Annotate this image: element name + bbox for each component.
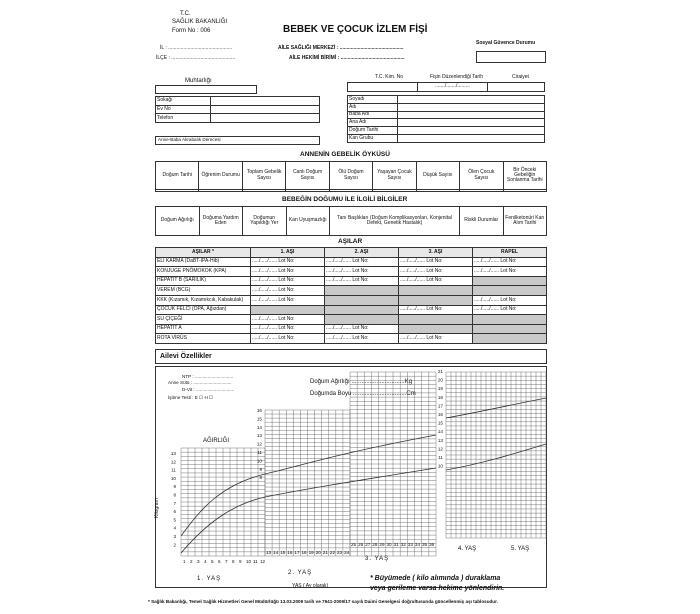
x-tick-label: 21 — [322, 550, 328, 555]
y-tick-label: 9 — [173, 484, 176, 490]
x-tick-label: 30 — [386, 542, 392, 547]
y-tick-label: 11 — [171, 467, 176, 473]
yas1-label: 1. YAŞ — [197, 576, 222, 582]
x-tick-label: 13 — [266, 550, 272, 555]
y-tick-label: 12 — [437, 446, 443, 452]
grid-year2 — [265, 410, 350, 556]
x-tick-label: 35 — [422, 542, 428, 547]
dogum-boyu-field[interactable]: Doğumda Boyu ................................Cm — [310, 391, 416, 397]
birth-col-5: Riskli Durumlar — [460, 207, 504, 236]
pregnancy-title: ANNENİN GEBELİK ÖYKÜSÜ — [300, 151, 390, 158]
vaccine-lot-field[interactable]: ...../...../...... Lot No: — [325, 276, 399, 286]
birth-col-1: Doğuma Yardım Eden — [199, 207, 243, 236]
x-tick-label: 25 — [351, 542, 357, 547]
vaccine-name: SU ÇİÇEĞİ — [156, 315, 251, 325]
muhtarlik-label: Muhtarlığı — [185, 78, 212, 84]
y-tick-label: 12 — [170, 459, 176, 465]
vaccine-name: HEPATİT B (SARILIK) — [156, 276, 251, 286]
y-tick-label: 10 — [437, 463, 443, 469]
vaccine-lot-field[interactable]: ...../...../...... Lot No: — [399, 276, 473, 286]
x-tick-label: 7 — [225, 559, 228, 564]
x-tick-label: 24 — [344, 550, 350, 555]
ministry-label: SAĞLIK BAKANLIĞI — [172, 19, 228, 25]
vaccine-name: ROTA VİRÜS — [156, 334, 251, 344]
y-tick-label: 19 — [437, 386, 443, 392]
y-tick-label: 11 — [257, 450, 262, 455]
y-tick-label: 4 — [173, 525, 176, 531]
vaccine-lot-field[interactable]: ...../...../...... Lot No: — [325, 324, 399, 334]
x-tick-label: 36 — [429, 542, 435, 547]
soyadi-label: Soyadı — [348, 96, 398, 104]
vaccine-lot-field[interactable]: ...../...../...... Lot No: — [325, 334, 399, 344]
vaccine-name: HEPATİT A — [156, 324, 251, 334]
birth-title: BEBEĞİN DOĞUMU İLE İLGİLİ BİLGİLER — [282, 196, 408, 203]
x-tick-label: 14 — [273, 550, 279, 555]
y-tick-label: 21 — [437, 369, 443, 374]
y-tick-label: 9 — [259, 466, 262, 472]
vaccine-lot-field[interactable]: ...../...../...... Lot No: — [325, 267, 399, 277]
x-tick-label: 17 — [294, 550, 300, 555]
isitme-field[interactable]: İşitme Testi : E ☐ H ☐ — [168, 395, 214, 400]
vaccine-lot-field[interactable]: ...../...../...... Lot No: — [251, 267, 325, 277]
fis-tarihi-input[interactable]: ......./......./......... — [418, 83, 488, 92]
sgd-label: Sosyal Güvence Durumu — [476, 40, 536, 46]
warning-line1: * Büyümede ( kilo alımında ) duraklama — [370, 575, 501, 582]
x-tick-label: 20 — [315, 550, 321, 555]
x-tick-label: 10 — [246, 559, 252, 564]
x-tick-label: 12 — [260, 559, 266, 564]
vaccine-name: ELİ KARMA (DaBT-İPA-Hib) — [156, 257, 251, 267]
vaccine-name: ÇOCUK FELCİ (OPA, Ağızdan) — [156, 305, 251, 315]
vaccine-lot-field[interactable]: ...../...../...... Lot No: — [473, 295, 547, 305]
y-tick-label: 11 — [438, 455, 443, 460]
y-tick-label: 2 — [173, 542, 176, 548]
birth-col-4: Tanı Başlıkları (Doğum Komplikasyonları, Konjenital Defekt, Genetik Hastalık) — [330, 207, 460, 236]
birth-col-6: Fenilketonüri Kan Alım Tarihi — [503, 207, 547, 236]
x-tick-label: 2 — [190, 559, 193, 564]
yas3-label: 3. YAŞ — [365, 556, 390, 562]
x-tick-label: 26 — [358, 542, 364, 547]
vaccine-name: VEREM (BCG) — [156, 286, 251, 296]
anne-sutu-field[interactable]: Anne Sütü : .............................. — [168, 380, 232, 385]
x-tick-label: 32 — [400, 542, 406, 547]
vaccine-lot-field[interactable]: ...../...../...... Lot No: — [251, 295, 325, 305]
telefon-label: Telefon — [156, 114, 211, 123]
x-tick-label: 22 — [329, 550, 336, 555]
form-no: Form No : 006 — [172, 28, 211, 34]
x-tick-label: 6 — [218, 559, 221, 564]
ahb-field[interactable]: AİLE HEKİMİ BİRİMİ : .............................................. — [289, 55, 405, 61]
family-title: Ailevi Özellikler — [160, 353, 212, 360]
vaccine-header-0: AŞILAR * — [156, 248, 251, 258]
evno-label: Ev No — [156, 105, 211, 114]
grid-year3 — [350, 372, 436, 556]
pregnancy-col-2: Toplam Gebelik Sayısı — [242, 162, 285, 190]
vaccines-title: AŞILAR — [338, 238, 363, 245]
x-tick-label: 16 — [287, 550, 293, 555]
pregnancy-col-4: Ölü Doğum Sayısı — [329, 162, 372, 190]
x-tick-label: 18 — [301, 550, 307, 555]
vaccine-lot-field[interactable]: ...../...../...... Lot No: — [251, 257, 325, 267]
x-tick-label: 29 — [379, 542, 385, 547]
tcno-label: T.C. Kim. No — [375, 74, 404, 80]
y-tick-label: 17 — [437, 403, 443, 409]
pregnancy-col-6: Düşük Sayısı — [416, 162, 459, 190]
pregnancy-col-7: Ölen Çocuk Sayısı — [460, 162, 503, 190]
yas5-label: 5. YAŞ — [511, 546, 530, 552]
ana-adi-label: Ana Adı — [348, 119, 398, 127]
x-tick-label: 27 — [365, 542, 371, 547]
fis-tarihi-label: Fişin Düzenlendiği Tarih — [430, 74, 483, 80]
y-tick-label: 15 — [437, 420, 443, 426]
x-tick-label: 31 — [393, 542, 399, 547]
birth-col-3: Kan Uyuşmazlığı — [286, 207, 330, 236]
x-tick-label: 23 — [337, 550, 343, 555]
pregnancy-col-5: Yaşayan Çocuk Sayısı — [373, 162, 416, 190]
y-tick-label: 16 — [256, 408, 262, 413]
akrabalik-label: Anne-Baba Akrabalık Derecesi — [158, 137, 221, 142]
vaccine-lot-field[interactable]: ...../...../...... Lot No: — [473, 267, 547, 277]
asm-field[interactable]: AİLE SAĞLIĞI MERKEZİ : .............................................. — [278, 45, 404, 51]
x-tick-label: 5 — [211, 559, 214, 564]
vaccine-lot-field[interactable]: ...../...../...... Lot No: — [399, 267, 473, 277]
footer-note: * Sağlık Bakanlığı, Temel Sağlık Hizmetleri Genel Müdürlüğü 13.03.2009 tarih ve 7941-2009/17 sayılı Daimi Genelgesi doğrultusunda güncellenmiş aşı tablosudur. — [148, 599, 498, 604]
y-tick-label: 13 — [256, 433, 262, 439]
kilogram-label: Kilogram — [154, 498, 160, 518]
kan-grubu-label: Kan Grubu — [348, 135, 398, 143]
x-tick-label: 19 — [308, 550, 314, 555]
vaccine-lot-field[interactable]: ...../...../...... Lot No: — [473, 257, 547, 267]
y-tick-label: 16 — [437, 412, 443, 417]
sokak-label: Sokağı — [156, 97, 211, 106]
pregnancy-col-0: Doğum Tarihi — [156, 162, 199, 190]
pregnancy-col-1: Öğrenim Durumu — [199, 162, 242, 190]
vaccine-lot-field[interactable]: ...../...../...... Lot No: — [399, 257, 473, 267]
vaccine-header-3: 3. AŞI — [399, 248, 473, 258]
warning-line2: veya gerileme varsa hekime yönlendirin. — [370, 585, 505, 592]
x-tick-label: 1 — [183, 559, 186, 564]
vaccine-lot-field[interactable]: ...../...../...... Lot No: — [251, 276, 325, 286]
x-tick-label: 3 — [197, 559, 200, 564]
dvit-field[interactable]: D-Vit : .............................. — [182, 387, 235, 392]
dogum-agirligi-field[interactable]: Doğum Ağırlığı ................................Kg — [310, 379, 413, 385]
y-tick-label: 8 — [173, 492, 176, 498]
birth-col-2: Doğumun Yapıldığı Yer — [243, 207, 287, 236]
x-tick-label: 8 — [232, 559, 235, 564]
ntp-field[interactable]: NTP : .............................. — [182, 374, 234, 379]
pregnancy-col-8: Bir Önceki Gebeliğin Sonlanma Tarihi — [503, 162, 547, 190]
agirligi-label: AĞIRLIĞI — [203, 438, 230, 444]
vaccine-lot-field[interactable]: ...../...../...... Lot No: — [399, 305, 473, 315]
y-tick-label: 7 — [173, 500, 176, 506]
ilce-field[interactable]: İLÇE : .............................................. — [156, 55, 236, 61]
adi-label: Adı — [348, 103, 398, 111]
vaccine-name: KKK (Kızamık, Kızamıkcık, Kabakulak) — [156, 295, 251, 305]
vaccine-lot-field[interactable]: ...../...../...... Lot No: — [399, 334, 473, 344]
ciraliyet-label: Ciraiyet — [512, 74, 529, 80]
yas-axis-label: YAŞ ( Ay olarak) — [292, 583, 329, 589]
y-tick-label: 14 — [256, 424, 262, 430]
y-tick-label: 13 — [437, 437, 443, 443]
birth-col-0: Doğum Ağırlığı — [156, 207, 200, 236]
vaccine-lot-field[interactable]: ...../...../...... Lot No: — [325, 257, 399, 267]
page-title: BEBEK VE ÇOCUK İZLEM FİŞİ — [283, 24, 428, 35]
dogum-tarihi-label: Doğum Tarihi — [348, 127, 398, 135]
yas4-label: 4. YAŞ — [458, 546, 477, 552]
y-tick-label: 6 — [173, 509, 176, 515]
vaccine-lot-field[interactable]: ...../...../...... Lot No: — [251, 334, 325, 344]
baba-adi-label: Baba Adı — [348, 111, 398, 119]
vaccine-lot-field[interactable]: ...../...../...... Lot No: — [251, 324, 325, 334]
il-field[interactable]: İL : .............................................. — [160, 45, 233, 51]
y-tick-label: 10 — [170, 475, 176, 481]
vaccine-lot-field[interactable]: ...../...../...... Lot No: — [251, 286, 325, 296]
vaccine-header-4: RAPEL — [473, 248, 547, 258]
x-tick-label: 11 — [253, 559, 258, 564]
y-tick-label: 15 — [256, 416, 262, 422]
tc-label: T.C. — [180, 11, 191, 17]
y-tick-label: 12 — [256, 441, 262, 447]
grid-year45 — [446, 372, 546, 538]
x-tick-label: 33 — [407, 542, 413, 547]
y-tick-label: 14 — [437, 429, 443, 435]
y-tick-label: 10 — [256, 458, 262, 464]
x-tick-label: 4 — [204, 559, 207, 564]
y-tick-label: 20 — [437, 377, 443, 383]
x-tick-label: 9 — [239, 559, 242, 564]
y-tick-label: 8 — [259, 475, 262, 481]
pregnancy-col-3: Canlı Doğum Sayısı — [286, 162, 329, 190]
y-tick-label: 18 — [437, 394, 443, 400]
x-tick-label: 15 — [280, 550, 286, 555]
y-tick-label: 3 — [173, 534, 176, 539]
x-tick-label: 28 — [372, 542, 378, 547]
vaccine-name: KONJUGE PNÖMOKOK (KPA) — [156, 267, 251, 277]
vaccine-header-2: 2. AŞI — [325, 248, 399, 258]
vaccine-header-1: 1. AŞI — [251, 248, 325, 258]
y-tick-label: 13 — [170, 451, 176, 456]
yas2-label: 2. YAŞ — [288, 570, 313, 576]
y-tick-label: 5 — [173, 517, 176, 523]
vaccine-lot-field[interactable]: ...../...../...... Lot No: — [473, 305, 547, 315]
vaccine-lot-field[interactable]: ...../...../...... Lot No: — [251, 315, 325, 325]
x-tick-label: 34 — [414, 542, 421, 547]
